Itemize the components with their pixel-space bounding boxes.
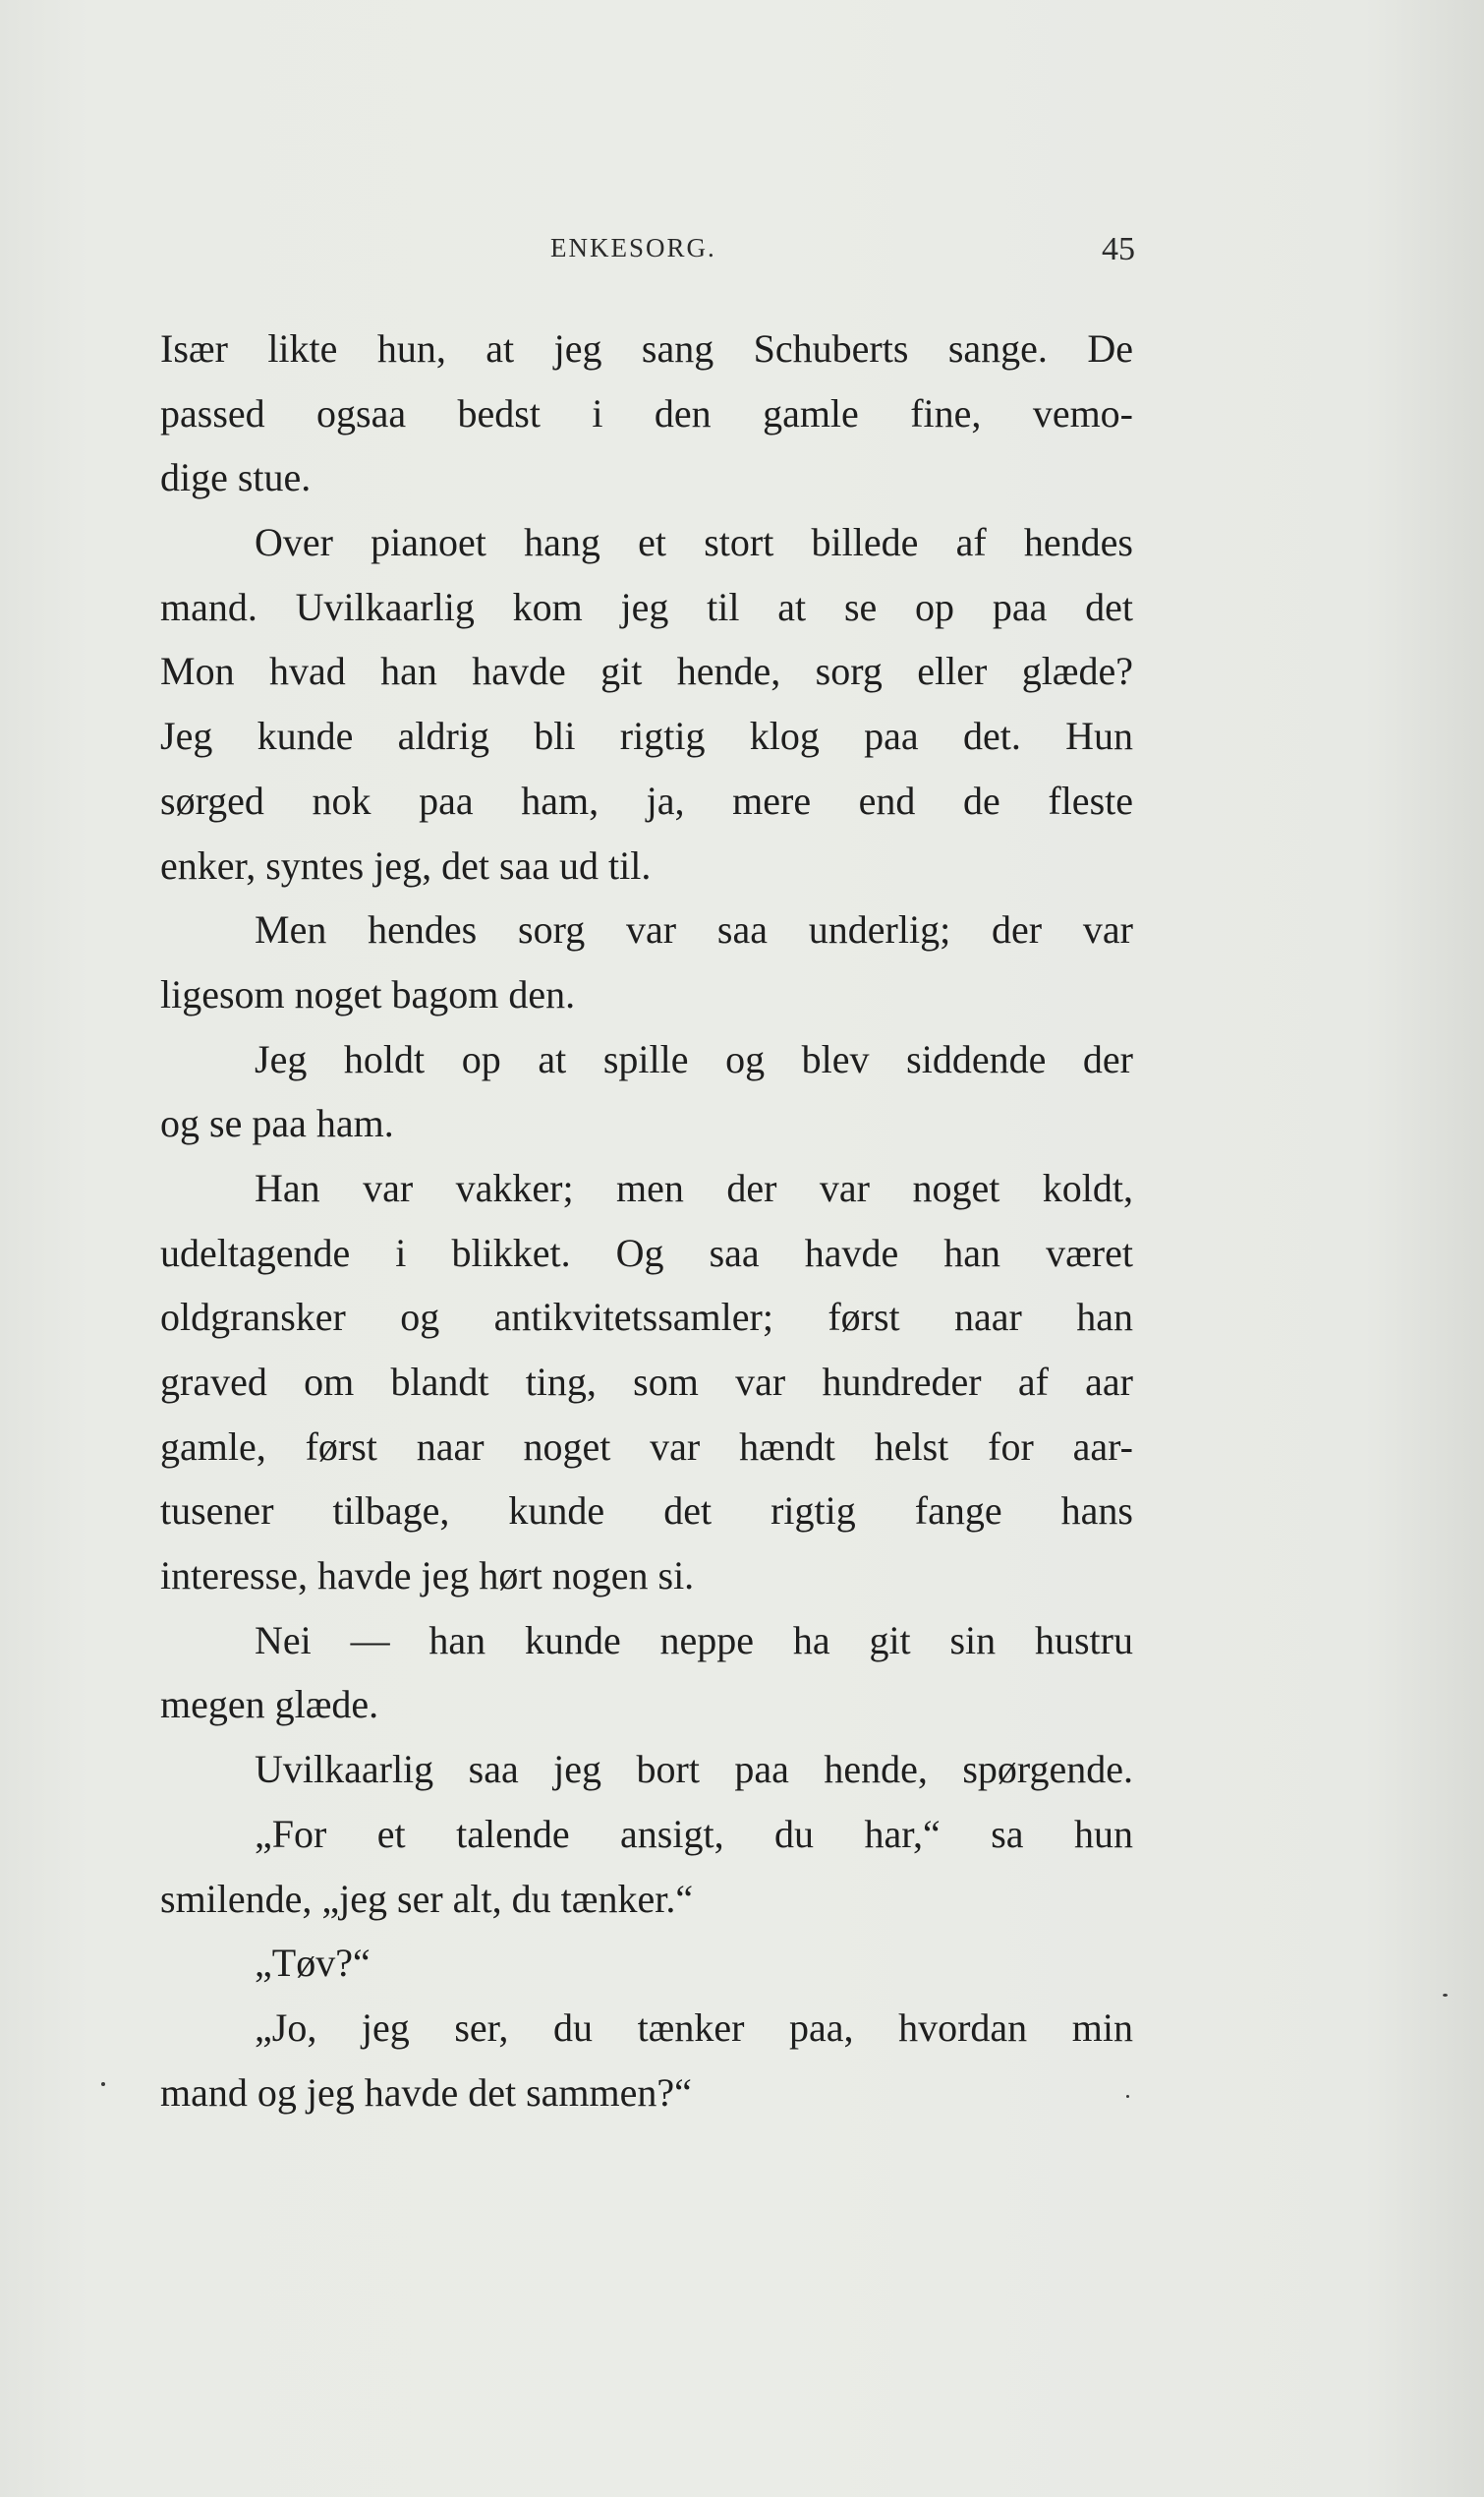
text-line: sørged nok paa ham, ja, mere end de fleste	[160, 778, 1133, 823]
text-line: „For et talende ansigt, du har,“ sa hun	[255, 1811, 1133, 1856]
text-line: Mon hvad han havde git hende, sorg eller glæde?	[160, 649, 1133, 694]
text-line: interesse, havde jeg hørt nogen si.	[160, 1553, 695, 1598]
text-line: Han var vakker; men der var noget koldt,	[255, 1165, 1133, 1210]
text-line: „Jo, jeg ser, du tænker paa, hvordan min	[255, 2004, 1133, 2050]
paper-speck	[1443, 1994, 1448, 1997]
text-line: mand. Uvilkaarlig kom jeg til at se op paa det	[160, 584, 1133, 629]
text-line: smilende, „jeg ser alt, du tænker.“	[160, 1876, 694, 1921]
text-line: og se paa ham.	[160, 1101, 394, 1146]
paper-speck	[101, 2082, 105, 2086]
text-line: Nei — han kunde neppe ha git sin hustru	[255, 1617, 1133, 1662]
text-line: Jeg holdt op at spille og blev siddende der	[255, 1036, 1133, 1081]
text-line: udeltagende i blikket. Og saa havde han været	[160, 1230, 1133, 1275]
text-line: dige stue.	[160, 455, 312, 500]
text-line: tusener tilbage, kunde det rigtig fange hans	[160, 1488, 1133, 1534]
text-line: Men hendes sorg var saa underlig; der var	[255, 907, 1133, 953]
text-line: ligesom noget bagom den.	[160, 971, 576, 1016]
text-line: graved om blandt ting, som var hundreder af aar	[160, 1360, 1133, 1404]
text-line: oldgransker og antikvitetssamler; først naar han	[160, 1295, 1133, 1340]
page-number: 45	[1102, 231, 1135, 267]
text-line: Uvilkaarlig saa jeg bort paa hende, spørgende.	[255, 1747, 1133, 1792]
text-line: Over pianoet hang et stort billede af hendes	[255, 520, 1133, 565]
text-line: mand og jeg havde det sammen?“	[160, 2069, 692, 2115]
text-line: megen glæde.	[160, 1682, 379, 1727]
paper-speck	[1126, 2095, 1129, 2098]
page-header	[157, 229, 1135, 278]
running-title: ENKESORG.	[550, 233, 716, 262]
text-line: Især likte hun, at jeg sang Schuberts sange. De	[160, 326, 1133, 371]
text-line: gamle, først naar noget var hændt helst for aar-	[160, 1423, 1133, 1469]
text-line: passed ogsaa bedst i den gamle fine, vemo-	[160, 390, 1133, 436]
body-text	[160, 317, 1133, 2124]
text-line: „Tøv?“	[255, 1941, 371, 1986]
text-line: Jeg kunde aldrig bli rigtig klog paa det. Hun	[160, 714, 1133, 759]
text-line: enker, syntes jeg, det saa ud til.	[160, 842, 652, 888]
